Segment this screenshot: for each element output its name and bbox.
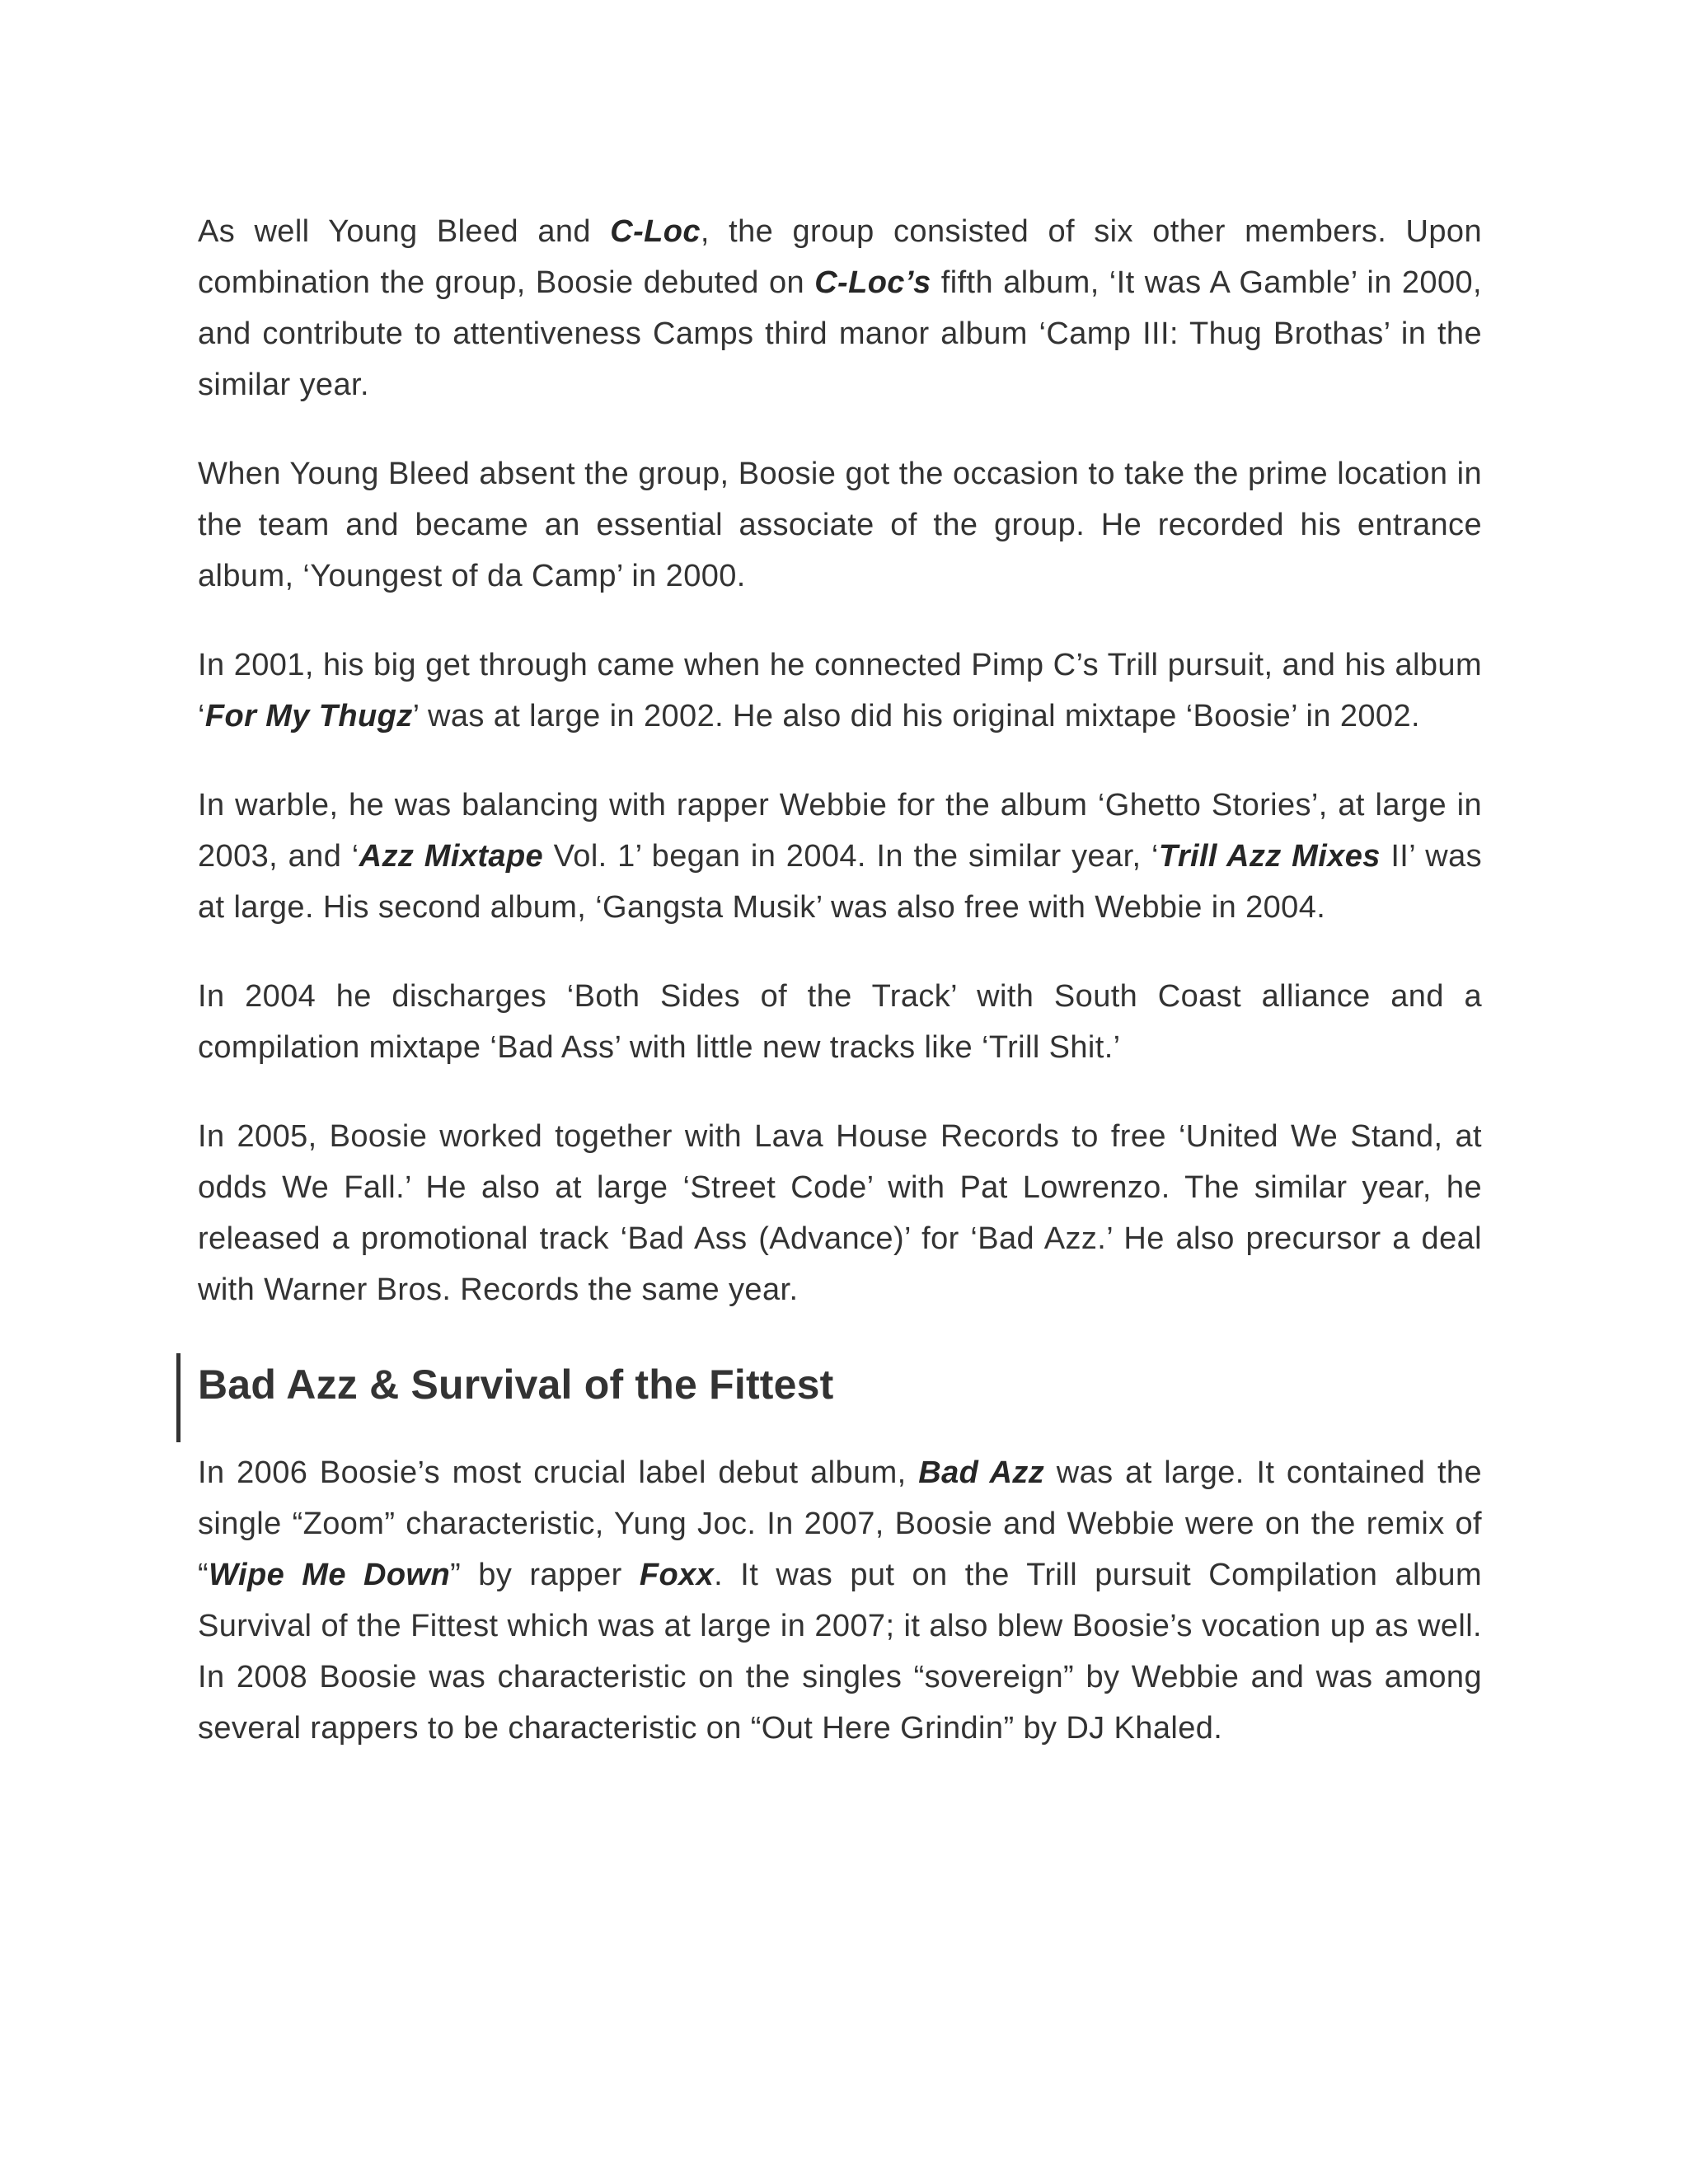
article-body xyxy=(198,206,1482,1754)
emphasis-bad-azz: Bad Azz xyxy=(918,1455,1045,1490)
emphasis-c-locs: C-Loc’s xyxy=(814,265,931,300)
paragraph-1: As well Young Bleed and C-Loc, the group consisted of six other members. Upon combination the group, Boosie debuted on C-Loc’s fifth album, ‘It was A Gamble’ in 2000, and contribute to attentiveness Camps third manor album ‘Camp III: Thug Brothas’ in the similar year. xyxy=(198,214,1482,402)
section-heading-block xyxy=(198,1353,1482,1414)
emphasis-for-my-thugz: For My Thugz xyxy=(204,699,413,733)
paragraph-5: In 2004 he discharges ‘Both Sides of the Track’ with South Coast alliance and a compilation mixtape ‘Bad Ass’ with little new tracks like ‘Trill Shit.’ xyxy=(198,979,1482,1065)
paragraph-7: In 2006 Boosie’s most crucial label debut album, Bad Azz was at large. It contained the single “Zoom” characteristic, Yung Joc. In 2007, Boosie and Webbie were on the remix of “Wipe Me Down” by rapper Foxx. It was put on the Trill pursuit Compilation album Survival of the Fittest which was at large in 2007; it also blew Boosie’s vocation up as well. In 2008 Boosie was characteristic on the singles “sovereign” by Webbie and was among several rappers to be characteristic on “Out Here Grindin” by DJ Khaled. xyxy=(198,1455,1482,1746)
emphasis-trill-azz-mixes: Trill Azz Mixes xyxy=(1158,839,1381,874)
emphasis-azz-mixtape: Azz Mixtape xyxy=(359,839,544,874)
emphasis-c-loc: C-Loc xyxy=(610,214,701,249)
paragraph-2: When Young Bleed absent the group, Boosie got the occasion to take the prime location in the team and became an essential associate of the group. He recorded his entrance album, ‘Youngest of da Camp’ in 2000. xyxy=(198,457,1482,593)
section-heading: Bad Azz & Survival of the Fittest xyxy=(198,1361,834,1408)
emphasis-wipe-me-down: Wipe Me Down xyxy=(209,1558,451,1592)
text-cursor-bar xyxy=(176,1353,181,1442)
paragraph-4: In warble, he was balancing with rapper Webbie for the album ‘Ghetto Stories’, at large in 2003, and ‘Azz Mixtape Vol. 1’ began in 2004. In the similar year, ‘Trill Azz Mixes II’ was at large. His second album, ‘Gangsta Musik’ was also free with Webbie in 2004. xyxy=(198,788,1483,925)
paragraph-3: In 2001, his big get through came when he connected Pimp C’s Trill pursuit, and his album ‘For My Thugz’ was at large in 2002. He also did his original mixtape ‘Boosie’ in 2002. xyxy=(198,648,1482,733)
emphasis-foxx: Foxx xyxy=(639,1558,715,1592)
paragraph-6: In 2005, Boosie worked together with Lava House Records to free ‘United We Stand, at odds We Fall.’ He also at large ‘Street Code’ with Pat Lowrenzo. The similar year, he released a promotional track ‘Bad Ass (Advance)’ for ‘Bad Azz.’ He also precursor a deal with Warner Bros. Records the same year. xyxy=(198,1119,1482,1307)
